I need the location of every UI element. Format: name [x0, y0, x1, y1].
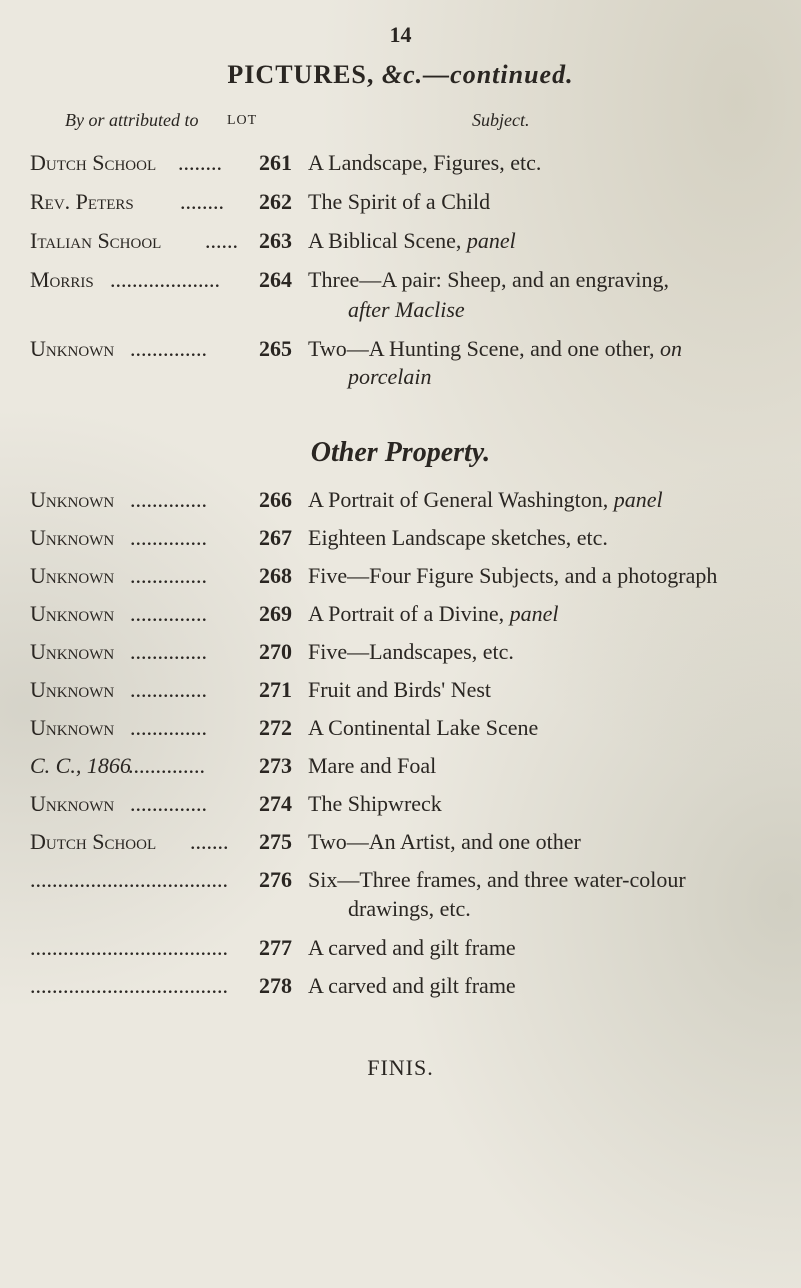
- lot-row: [0, 753, 801, 783]
- lot-leader: ........: [180, 189, 224, 214]
- title-main: PICTURES,: [227, 60, 375, 89]
- header-subject: Subject.: [472, 110, 530, 130]
- lot-number: 261: [259, 150, 292, 175]
- lot-row-continued: [0, 896, 801, 926]
- lot-row: [0, 487, 801, 517]
- lot-number: 263: [259, 228, 292, 253]
- lot-number: 271: [259, 677, 292, 702]
- lot-number: 269: [259, 601, 292, 626]
- lot-subject: Mare and Foal: [308, 753, 437, 778]
- lot-row: [0, 829, 801, 859]
- lot-row: [0, 189, 801, 219]
- lot-number: 262: [259, 189, 292, 214]
- lot-number: 274: [259, 791, 292, 816]
- lot-row: [0, 715, 801, 745]
- lot-artist: Unknown: [30, 715, 115, 740]
- lot-number: 275: [259, 829, 292, 854]
- lot-subject: A Portrait of a Divine, panel: [308, 601, 559, 626]
- lot-leader: ..............: [130, 791, 207, 816]
- lot-subject: Eighteen Landscape sketches, etc.: [308, 525, 608, 550]
- lot-number: 270: [259, 639, 292, 664]
- lot-subject: Five—Landscapes, etc.: [308, 639, 514, 664]
- lot-artist: Rev. Peters: [30, 189, 134, 214]
- page-title: [0, 60, 801, 90]
- lot-row: [0, 867, 801, 897]
- lot-artist: Unknown: [30, 791, 115, 816]
- lot-row: [0, 228, 801, 258]
- lot-artist: Unknown: [30, 336, 115, 361]
- lot-subject: A Continental Lake Scene: [308, 715, 539, 740]
- lot-leader: ..............: [130, 601, 207, 626]
- lot-subject: Two—A Hunting Scene, and one other, on: [308, 336, 682, 361]
- lot-leader: ....................................: [30, 973, 228, 998]
- lot-artist: Unknown: [30, 639, 115, 664]
- lot-artist: Unknown: [30, 677, 115, 702]
- header-lot: LOT: [227, 113, 258, 128]
- lot-subject: A carved and gilt frame: [308, 935, 516, 960]
- lot-row: [0, 677, 801, 707]
- lot-subject-continued: after Maclise: [348, 297, 465, 322]
- lot-row: [0, 336, 801, 366]
- lot-subject: Five—Four Figure Subjects, and a photograph: [308, 563, 718, 588]
- lot-leader: ..............: [130, 487, 207, 512]
- lot-subject: Two—An Artist, and one other: [308, 829, 581, 854]
- lot-row: [0, 563, 801, 593]
- lot-subject: Three—A pair: Sheep, and an engraving,: [308, 267, 670, 292]
- lot-subject: Six—Three frames, and three water-colour: [308, 867, 686, 892]
- lot-leader: ..............: [128, 753, 205, 778]
- lot-subject: Fruit and Birds' Nest: [308, 677, 492, 702]
- lot-number: 277: [259, 935, 292, 960]
- lot-leader: ......: [205, 228, 238, 253]
- lot-leader: ....................: [110, 267, 220, 292]
- lot-artist: Unknown: [30, 601, 115, 626]
- lot-artist: Italian School: [30, 228, 162, 253]
- lot-number: 267: [259, 525, 292, 550]
- lot-number: 272: [259, 715, 292, 740]
- lot-leader: ..............: [130, 336, 207, 361]
- lot-artist: C. C., 1866: [30, 753, 131, 778]
- lot-row: [0, 791, 801, 821]
- lot-number: 264: [259, 267, 292, 292]
- lot-subject: A Portrait of General Washington, panel: [308, 487, 663, 512]
- lot-subject: The Spirit of a Child: [308, 189, 491, 214]
- page-number: 14: [389, 22, 412, 47]
- lot-number: 266: [259, 487, 292, 512]
- lot-row: [0, 267, 801, 297]
- lot-artist: Unknown: [30, 487, 115, 512]
- lot-artist: Morris: [30, 267, 94, 292]
- lot-artist: Dutch School: [30, 150, 157, 175]
- lot-row-continued: [0, 364, 801, 394]
- header-attributed: By or attributed to: [65, 110, 199, 130]
- lot-row: [0, 601, 801, 631]
- lot-leader: ..............: [130, 563, 207, 588]
- lot-number: 268: [259, 563, 292, 588]
- lot-number: 276: [259, 867, 292, 892]
- lot-subject: A Landscape, Figures, etc.: [308, 150, 542, 175]
- lot-leader: ........: [178, 150, 222, 175]
- title-continued: &c.—continued.: [381, 60, 574, 89]
- lot-subject: A Biblical Scene, panel: [308, 228, 516, 253]
- lot-artist: Unknown: [30, 563, 115, 588]
- lot-row-continued: [0, 297, 801, 327]
- lot-leader: ..............: [130, 715, 207, 740]
- lot-row: [0, 973, 801, 1003]
- lot-subject-continued: drawings, etc.: [348, 896, 471, 921]
- lot-leader: ..............: [130, 639, 207, 664]
- lot-number: 273: [259, 753, 292, 778]
- section-heading: Other Property.: [310, 437, 491, 468]
- lot-subject-continued: porcelain: [348, 364, 432, 389]
- lot-number: 265: [259, 336, 292, 361]
- lot-subject: The Shipwreck: [308, 791, 442, 816]
- lot-row: [0, 525, 801, 555]
- finis-label: FINIS.: [367, 1055, 434, 1080]
- lot-number: 278: [259, 973, 292, 998]
- lot-leader: ....................................: [30, 867, 228, 892]
- lot-leader: .......: [190, 829, 229, 854]
- lot-leader: ..............: [130, 677, 207, 702]
- lot-artist: Unknown: [30, 525, 115, 550]
- lot-leader: ....................................: [30, 935, 228, 960]
- lot-row: [0, 935, 801, 965]
- lot-leader: ..............: [130, 525, 207, 550]
- lot-row: [0, 150, 801, 180]
- lot-row: [0, 639, 801, 669]
- lot-subject: A carved and gilt frame: [308, 973, 516, 998]
- lot-artist: Dutch School: [30, 829, 157, 854]
